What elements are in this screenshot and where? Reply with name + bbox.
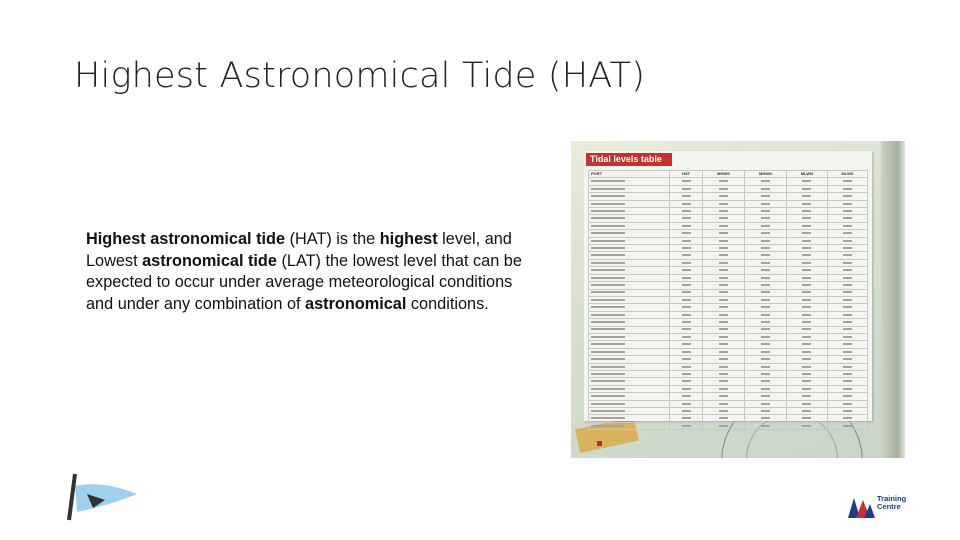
table-cell bbox=[589, 348, 670, 355]
table-cell bbox=[703, 333, 745, 340]
table-cell bbox=[670, 296, 703, 303]
table-cell bbox=[670, 230, 703, 237]
table-cell bbox=[744, 408, 786, 415]
table-cell bbox=[589, 282, 670, 289]
table-cell bbox=[744, 230, 786, 237]
table-cell bbox=[744, 311, 786, 318]
table-cell bbox=[670, 185, 703, 192]
table-row bbox=[589, 289, 868, 296]
table-row bbox=[589, 274, 868, 281]
table-cell bbox=[703, 245, 745, 252]
bold-term: highest bbox=[379, 230, 438, 248]
table-cell bbox=[787, 222, 828, 229]
table-row bbox=[589, 215, 868, 222]
table-title: Tidal levels table bbox=[586, 153, 672, 166]
table-cell bbox=[827, 326, 867, 333]
table-cell bbox=[703, 267, 745, 274]
table-cell bbox=[827, 415, 867, 422]
table-cell bbox=[703, 208, 745, 215]
table-cell bbox=[744, 259, 786, 266]
table-cell bbox=[744, 319, 786, 326]
table-cell bbox=[670, 363, 703, 370]
table-cell bbox=[787, 237, 828, 244]
table-cell bbox=[744, 193, 786, 200]
table-cell bbox=[703, 341, 745, 348]
table-cell bbox=[670, 326, 703, 333]
table-cell bbox=[703, 252, 745, 259]
table-cell bbox=[589, 296, 670, 303]
table-cell bbox=[744, 178, 786, 185]
table-cell bbox=[827, 341, 867, 348]
table-cell bbox=[827, 304, 867, 311]
table-cell bbox=[787, 385, 828, 392]
table-cell bbox=[787, 296, 828, 303]
table-row bbox=[589, 341, 868, 348]
table-cell bbox=[787, 178, 828, 185]
table-cell bbox=[827, 422, 867, 429]
table-cell bbox=[670, 282, 703, 289]
table-row bbox=[589, 311, 868, 318]
bold-term: Highest astronomical tide bbox=[86, 230, 286, 248]
table-cell bbox=[744, 296, 786, 303]
rya-training-centre-logo bbox=[846, 488, 926, 528]
table-cell bbox=[787, 230, 828, 237]
table-cell bbox=[827, 370, 867, 377]
table-cell bbox=[787, 245, 828, 252]
table-cell bbox=[589, 267, 670, 274]
table-cell bbox=[787, 193, 828, 200]
table-cell bbox=[670, 245, 703, 252]
table-cell bbox=[670, 415, 703, 422]
table-cell bbox=[744, 208, 786, 215]
table-cell bbox=[827, 274, 867, 281]
table-sheet bbox=[584, 151, 872, 421]
table-cell bbox=[670, 333, 703, 340]
table-cell bbox=[827, 178, 867, 185]
column-header: PORT bbox=[589, 171, 670, 178]
table-cell bbox=[744, 341, 786, 348]
column-header: MLWN bbox=[787, 171, 828, 178]
table-cell bbox=[703, 289, 745, 296]
body-text-run: level, and Lowest bbox=[86, 230, 512, 270]
table-cell bbox=[787, 185, 828, 192]
table-cell bbox=[670, 178, 703, 185]
table-cell bbox=[787, 363, 828, 370]
table-cell bbox=[827, 282, 867, 289]
table-cell bbox=[787, 274, 828, 281]
table-cell bbox=[787, 415, 828, 422]
table-cell bbox=[827, 185, 867, 192]
table-cell bbox=[744, 385, 786, 392]
table-cell bbox=[589, 304, 670, 311]
table-cell bbox=[589, 230, 670, 237]
table-cell bbox=[744, 363, 786, 370]
table-cell bbox=[744, 215, 786, 222]
table-cell bbox=[703, 408, 745, 415]
table-cell bbox=[744, 267, 786, 274]
table-cell bbox=[744, 237, 786, 244]
column-header: MHWN bbox=[744, 171, 786, 178]
table-row bbox=[589, 237, 868, 244]
table-cell bbox=[670, 356, 703, 363]
bold-term: astronomical tide bbox=[142, 251, 277, 270]
table-row bbox=[589, 370, 868, 377]
table-cell bbox=[703, 215, 745, 222]
table-cell bbox=[670, 222, 703, 229]
table-cell bbox=[827, 378, 867, 385]
table-cell bbox=[670, 259, 703, 266]
table-cell bbox=[703, 230, 745, 237]
table-cell bbox=[703, 415, 745, 422]
table-row bbox=[589, 296, 868, 303]
table-cell bbox=[787, 304, 828, 311]
table-cell bbox=[787, 348, 828, 355]
table-cell bbox=[670, 348, 703, 355]
table-cell bbox=[670, 408, 703, 415]
column-header: HAT bbox=[670, 171, 703, 178]
table-row bbox=[589, 348, 868, 355]
table-cell bbox=[827, 356, 867, 363]
table-row bbox=[589, 185, 868, 192]
table-cell bbox=[670, 208, 703, 215]
table-cell bbox=[827, 319, 867, 326]
tidal-levels-table bbox=[588, 170, 868, 430]
table-cell bbox=[589, 415, 670, 422]
table-cell bbox=[670, 237, 703, 244]
table-cell bbox=[787, 208, 828, 215]
table-cell bbox=[744, 333, 786, 340]
flag-icon bbox=[75, 484, 137, 512]
table-cell bbox=[589, 237, 670, 244]
table-cell bbox=[827, 230, 867, 237]
table-row bbox=[589, 415, 868, 422]
table-cell bbox=[670, 200, 703, 207]
table-cell bbox=[787, 422, 828, 429]
table-cell bbox=[787, 356, 828, 363]
table-row bbox=[589, 304, 868, 311]
table-cell bbox=[670, 319, 703, 326]
table-cell bbox=[589, 252, 670, 259]
table-cell bbox=[703, 296, 745, 303]
table-cell bbox=[670, 274, 703, 281]
slide-title: Highest Astronomical Tide (HAT) bbox=[74, 56, 646, 96]
table-cell bbox=[827, 200, 867, 207]
table-cell bbox=[827, 289, 867, 296]
table-cell bbox=[827, 267, 867, 274]
column-header: MLWS bbox=[827, 171, 867, 178]
table-row bbox=[589, 363, 868, 370]
table-cell bbox=[827, 296, 867, 303]
body-text-run: conditions. bbox=[406, 294, 489, 313]
table-cell bbox=[589, 185, 670, 192]
table-cell bbox=[703, 200, 745, 207]
tidal-table-photo bbox=[571, 141, 905, 458]
rya-label: Training Centre bbox=[877, 494, 907, 511]
table-cell bbox=[589, 370, 670, 377]
table-row bbox=[589, 378, 868, 385]
table-cell bbox=[703, 274, 745, 281]
table-cell bbox=[744, 200, 786, 207]
table-cell bbox=[827, 245, 867, 252]
table-cell bbox=[670, 311, 703, 318]
table-row bbox=[589, 252, 868, 259]
table-row bbox=[589, 356, 868, 363]
table-row bbox=[589, 319, 868, 326]
table-cell bbox=[589, 193, 670, 200]
table-cell bbox=[589, 326, 670, 333]
table-cell bbox=[744, 282, 786, 289]
table-row bbox=[589, 178, 868, 185]
table-cell bbox=[589, 385, 670, 392]
table-cell bbox=[589, 245, 670, 252]
table-row bbox=[589, 208, 868, 215]
table-cell bbox=[589, 289, 670, 296]
table-cell bbox=[787, 289, 828, 296]
table-cell bbox=[589, 178, 670, 185]
table-cell bbox=[670, 267, 703, 274]
table-cell bbox=[744, 370, 786, 377]
table-cell bbox=[703, 178, 745, 185]
table-row bbox=[589, 333, 868, 340]
table-cell bbox=[589, 341, 670, 348]
table-cell bbox=[670, 370, 703, 377]
table-cell bbox=[744, 326, 786, 333]
table-cell bbox=[589, 356, 670, 363]
table-cell bbox=[827, 333, 867, 340]
table-row bbox=[589, 230, 868, 237]
table-cell bbox=[670, 385, 703, 392]
page-edge bbox=[881, 141, 905, 458]
table-cell bbox=[787, 326, 828, 333]
table-cell bbox=[703, 356, 745, 363]
table-cell bbox=[703, 363, 745, 370]
table-cell bbox=[827, 222, 867, 229]
rya-mark-icon bbox=[846, 494, 876, 522]
table-row bbox=[589, 245, 868, 252]
table-row bbox=[589, 267, 868, 274]
table-cell bbox=[787, 341, 828, 348]
table-cell bbox=[589, 215, 670, 222]
table-cell bbox=[703, 378, 745, 385]
table-cell bbox=[589, 259, 670, 266]
table-cell bbox=[827, 408, 867, 415]
table-row bbox=[589, 422, 868, 429]
table-cell bbox=[589, 408, 670, 415]
table-cell bbox=[703, 370, 745, 377]
table-cell bbox=[787, 282, 828, 289]
table-cell bbox=[787, 215, 828, 222]
table-row bbox=[589, 282, 868, 289]
table-cell bbox=[670, 341, 703, 348]
table-cell bbox=[703, 385, 745, 392]
table-row bbox=[589, 222, 868, 229]
table-cell bbox=[787, 370, 828, 377]
red-marker bbox=[597, 441, 602, 446]
table-cell bbox=[703, 193, 745, 200]
table-cell bbox=[589, 378, 670, 385]
table-cell bbox=[787, 267, 828, 274]
column-header: MHWS bbox=[703, 171, 745, 178]
table-cell bbox=[744, 415, 786, 422]
table-cell bbox=[589, 422, 670, 429]
table-cell bbox=[589, 311, 670, 318]
table-cell bbox=[703, 222, 745, 229]
table-cell bbox=[670, 422, 703, 429]
table-cell bbox=[703, 319, 745, 326]
table-row bbox=[589, 193, 868, 200]
table-cell bbox=[744, 252, 786, 259]
table-cell bbox=[744, 222, 786, 229]
table-cell bbox=[827, 237, 867, 244]
table-cell bbox=[744, 289, 786, 296]
table-row bbox=[589, 408, 868, 415]
table-cell bbox=[703, 259, 745, 266]
table-row bbox=[589, 259, 868, 266]
table-cell bbox=[787, 319, 828, 326]
table-cell bbox=[827, 215, 867, 222]
table-cell bbox=[589, 208, 670, 215]
table-cell bbox=[703, 422, 745, 429]
table-cell bbox=[744, 422, 786, 429]
body-text-run: (HAT) is the bbox=[285, 230, 380, 248]
table-cell bbox=[787, 200, 828, 207]
table-cell bbox=[827, 252, 867, 259]
table-cell bbox=[744, 378, 786, 385]
table-cell bbox=[744, 274, 786, 281]
table-cell bbox=[703, 304, 745, 311]
table-cell bbox=[670, 289, 703, 296]
table-cell bbox=[827, 348, 867, 355]
table-cell bbox=[827, 259, 867, 266]
table-cell bbox=[827, 208, 867, 215]
table-cell bbox=[827, 193, 867, 200]
table-cell bbox=[589, 363, 670, 370]
table-cell bbox=[670, 252, 703, 259]
table-cell bbox=[744, 356, 786, 363]
table-cell bbox=[787, 311, 828, 318]
table-cell bbox=[703, 237, 745, 244]
table-cell bbox=[670, 304, 703, 311]
table-cell bbox=[589, 222, 670, 229]
table-cell bbox=[589, 333, 670, 340]
table-row bbox=[589, 385, 868, 392]
table-cell bbox=[703, 185, 745, 192]
table-cell bbox=[589, 274, 670, 281]
table-cell bbox=[827, 363, 867, 370]
table-cell bbox=[744, 304, 786, 311]
table-cell bbox=[827, 385, 867, 392]
table-cell bbox=[787, 408, 828, 415]
bold-term: astronomical bbox=[305, 294, 407, 313]
table-cell bbox=[744, 245, 786, 252]
table-footnote bbox=[604, 399, 854, 404]
table-cell bbox=[670, 215, 703, 222]
table-row bbox=[589, 200, 868, 207]
table-cell bbox=[744, 185, 786, 192]
table-row bbox=[589, 326, 868, 333]
table-cell bbox=[744, 348, 786, 355]
table-cell bbox=[703, 348, 745, 355]
table-cell bbox=[703, 282, 745, 289]
table-cell bbox=[670, 193, 703, 200]
table-cell bbox=[589, 200, 670, 207]
body-text-run: (LAT) the lowest level that can be expected to occur under average meteorological conditions and under any combination of bbox=[86, 251, 522, 313]
table-cell bbox=[787, 252, 828, 259]
table-cell bbox=[589, 319, 670, 326]
flagpole-icon bbox=[69, 474, 75, 520]
table-cell bbox=[787, 259, 828, 266]
table-cell bbox=[703, 326, 745, 333]
table-cell bbox=[670, 378, 703, 385]
table-cell bbox=[787, 378, 828, 385]
table-cell bbox=[703, 311, 745, 318]
table-cell bbox=[827, 311, 867, 318]
table-cell bbox=[787, 333, 828, 340]
body-paragraph bbox=[86, 229, 526, 315]
club-logo bbox=[63, 470, 143, 522]
